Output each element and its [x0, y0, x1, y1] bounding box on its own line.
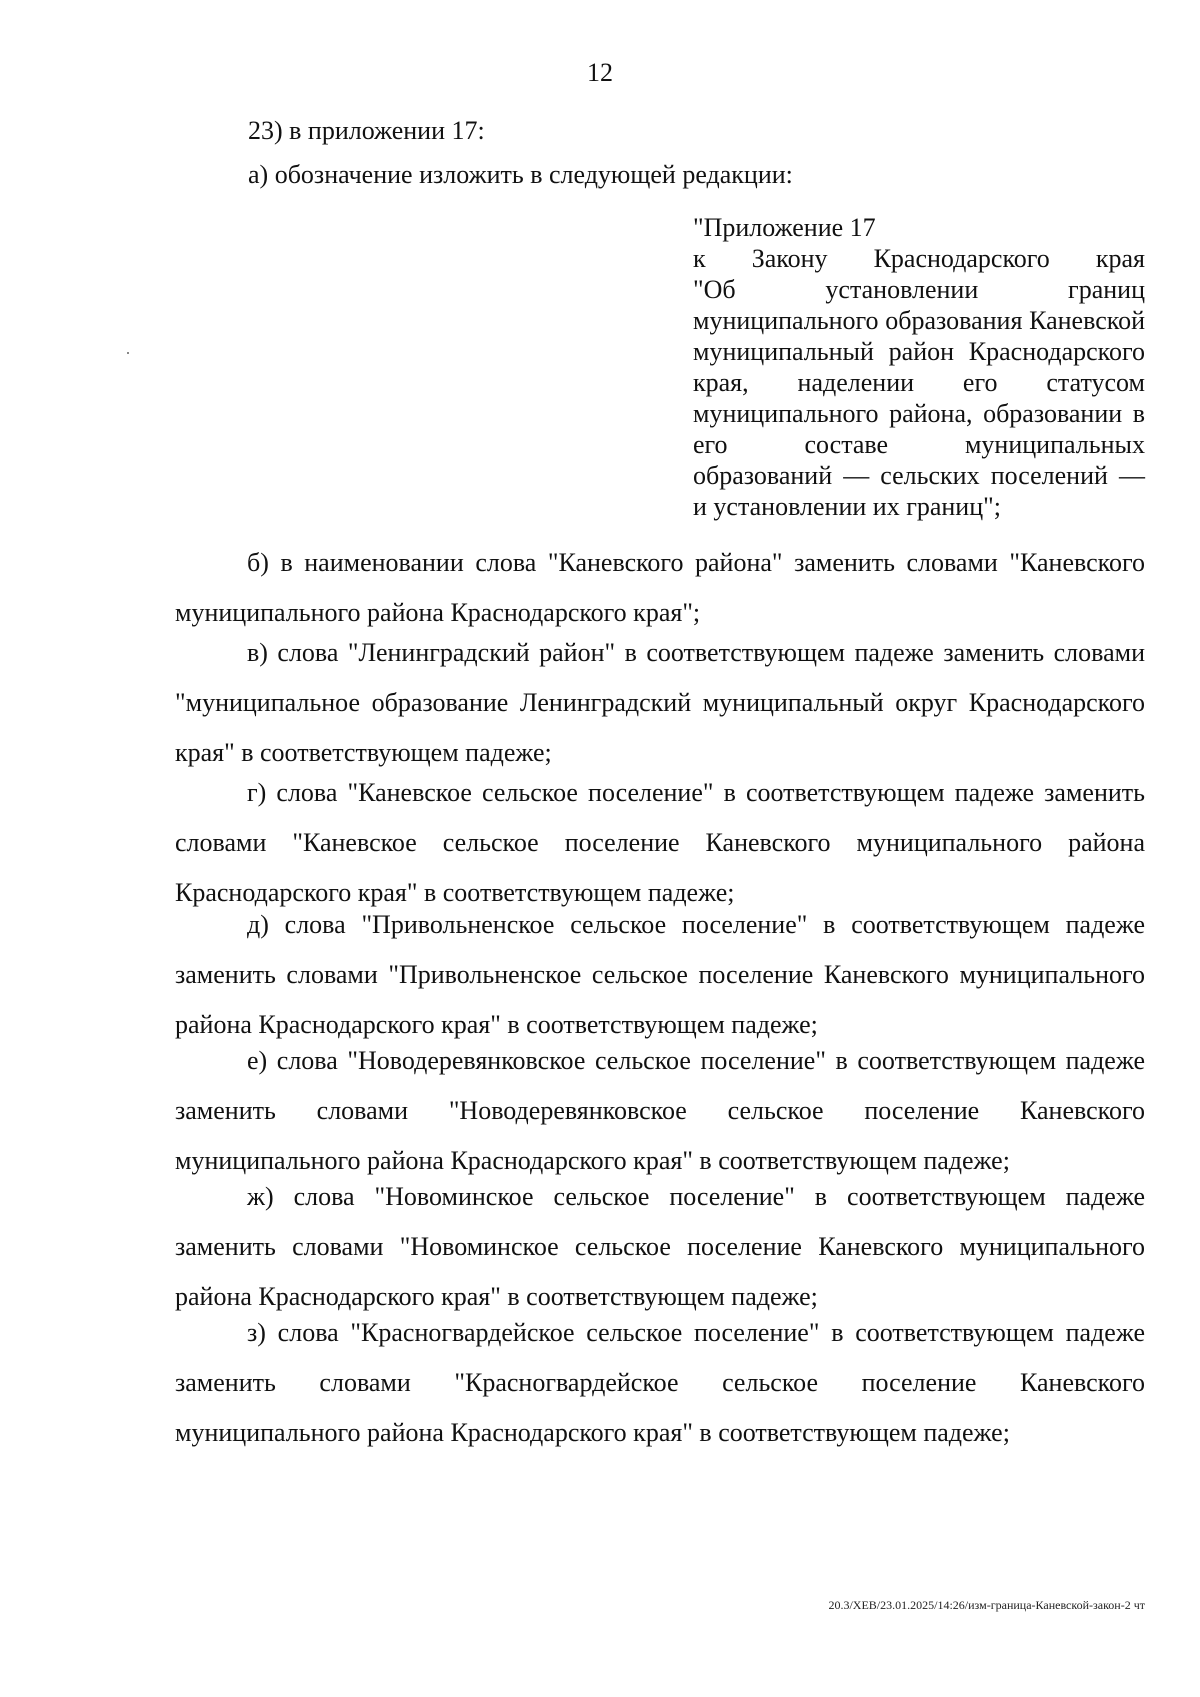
appendix-designation — [693, 212, 1145, 522]
paragraph-g: г) слова "Каневское сельское поселение" в соответствующем падеже заменить словами "Каневское сельское поселение Каневского муниципального района Краснодарского края" в соответствующем падеже; — [175, 778, 1145, 907]
paragraph-d: д) слова "Привольненское сельское поселение" в соответствующем падеже заменить словами "Привольненское сельское поселение Каневского муниципального района Краснодарского края" в соответствующем падеже; — [175, 910, 1145, 1039]
appendix-law-line: к Закону Краснодарского края — [693, 244, 1145, 273]
section-heading: 23) в приложении 17: — [248, 116, 485, 145]
paragraph-zh: ж) слова "Новоминское сельское поселение" в соответствующем падеже заменить словами "Новоминское сельское поселение Каневского муниципального района Краснодарского края" в соответствующем падеже; — [175, 1182, 1145, 1311]
paragraph-z: з) слова "Красногвардейское сельское поселение" в соответствующем падеже заменить словами "Красногвардейское сельское поселение Каневского муниципального района Краснодарского края" в соответствующем падеже; — [175, 1318, 1145, 1447]
scan-speck — [127, 352, 129, 354]
document-footer-code: 20.3/ХЕВ/23.01.2025/14:26/изм-граница-Каневской-закон-2 чт — [828, 1598, 1145, 1612]
paragraph-b: б) в наименовании слова "Каневского района" заменить словами "Каневского муниципального района Краснодарского края"; — [175, 548, 1145, 627]
item-a: а) обозначение изложить в следующей редакции: — [248, 160, 793, 189]
paragraph-e: е) слова "Новодеревянковское сельское поселение" в соответствующем падеже заменить словами "Новодеревянковское сельское поселение Каневского муниципального района Краснодарского края" в соответствующем падеже; — [175, 1046, 1145, 1175]
page-number: 12 — [587, 58, 613, 87]
appendix-title: "Приложение 17 — [693, 213, 876, 242]
appendix-law-name: "Об установлении границ муниципального образования Каневской муниципальный район Краснодарского края, наделении его статусом муниципального района, образовании в его составе муниципальных образований — сельских поселений — и установлении их границ"; — [693, 275, 1145, 521]
paragraph-v: в) слова "Ленинградский район" в соответствующем падеже заменить словами "муниципальное образование Ленинградский муниципальный округ Краснодарского края" в соответствующем падеже; — [175, 638, 1145, 767]
